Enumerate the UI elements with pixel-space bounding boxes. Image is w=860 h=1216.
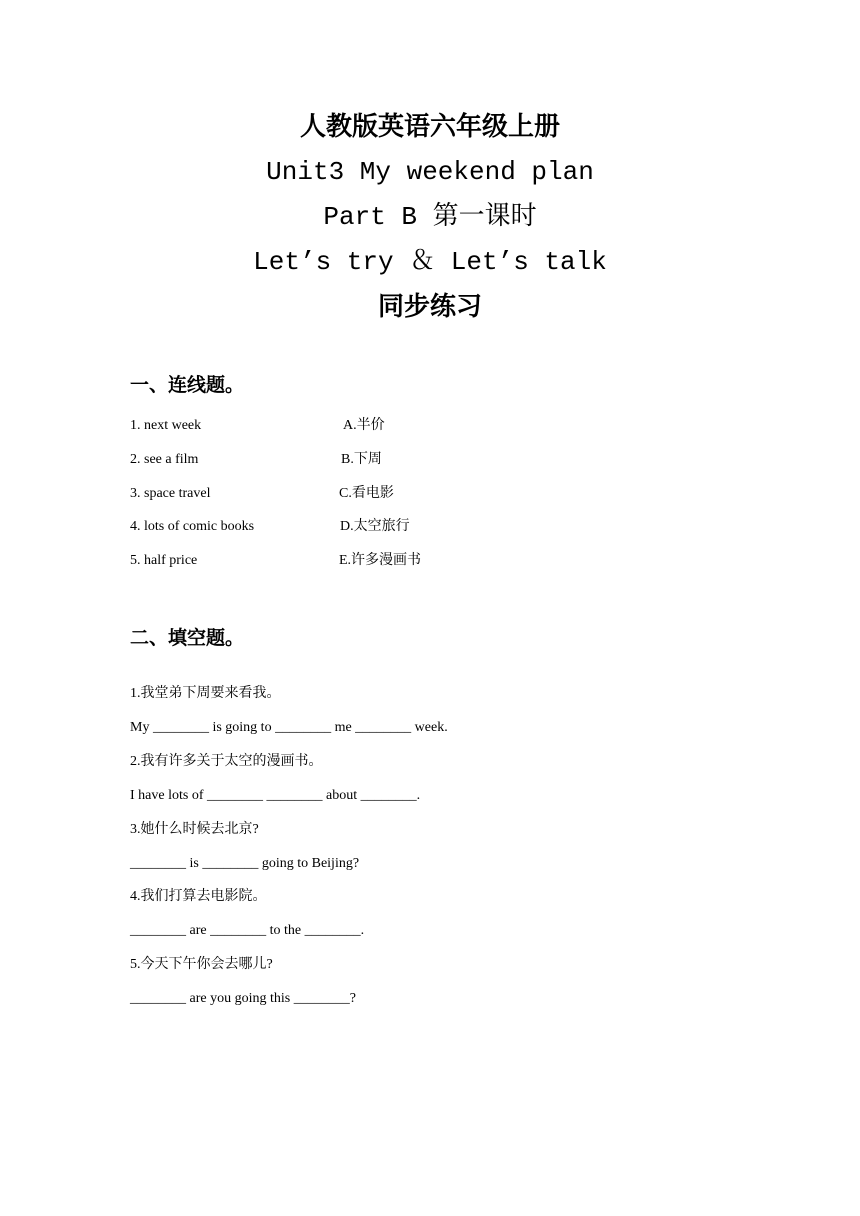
title-unit: Unit3 My weekend plan	[266, 157, 594, 187]
section2-heading: 二、填空题。	[130, 627, 245, 649]
match-left-4: 4. lots of comic books	[130, 519, 255, 534]
match-right-d: D.太空旅行	[340, 519, 410, 534]
match-right-e: E.许多漫画书	[339, 553, 422, 568]
section1-heading: 一、连线题。	[130, 374, 245, 396]
fill-sentence-2: I have lots of ________ ________ about ________.	[130, 788, 421, 803]
fill-sentence-4: ________ are ________ to the ________.	[130, 923, 365, 938]
title-lesson: Let’s try ＆ Let’s talk	[253, 247, 607, 277]
fill-prompt-1: 1.我堂弟下周要来看我。	[130, 686, 281, 701]
title-book: 人教版英语六年级上册	[299, 112, 560, 142]
match-left-3: 3. space travel	[130, 486, 211, 501]
fill-sentence-5: ________ are you going this ________?	[130, 991, 356, 1006]
title-practice: 同步练习	[377, 292, 482, 322]
fill-prompt-3: 3.她什么时候去北京?	[130, 822, 259, 837]
match-left-5: 5. half price	[130, 553, 198, 568]
match-right-c: C.看电影	[339, 486, 394, 501]
fill-prompt-2: 2.我有许多关于太空的漫画书。	[130, 754, 323, 769]
match-left-2: 2. see a film	[130, 452, 199, 467]
fill-sentence-1: My ________ is going to ________ me ________ week.	[130, 720, 448, 735]
fill-prompt-4: 4.我们打算去电影院。	[130, 889, 267, 904]
title-part: Part B 第一课时	[323, 202, 537, 232]
match-left-1: 1. next week	[130, 418, 202, 433]
match-right-b: B.下周	[341, 452, 382, 467]
fill-prompt-5: 5.今天下午你会去哪儿?	[130, 957, 273, 972]
match-right-a: A.半价	[343, 418, 385, 433]
fill-sentence-3: ________ is ________ going to Beijing?	[130, 856, 360, 871]
